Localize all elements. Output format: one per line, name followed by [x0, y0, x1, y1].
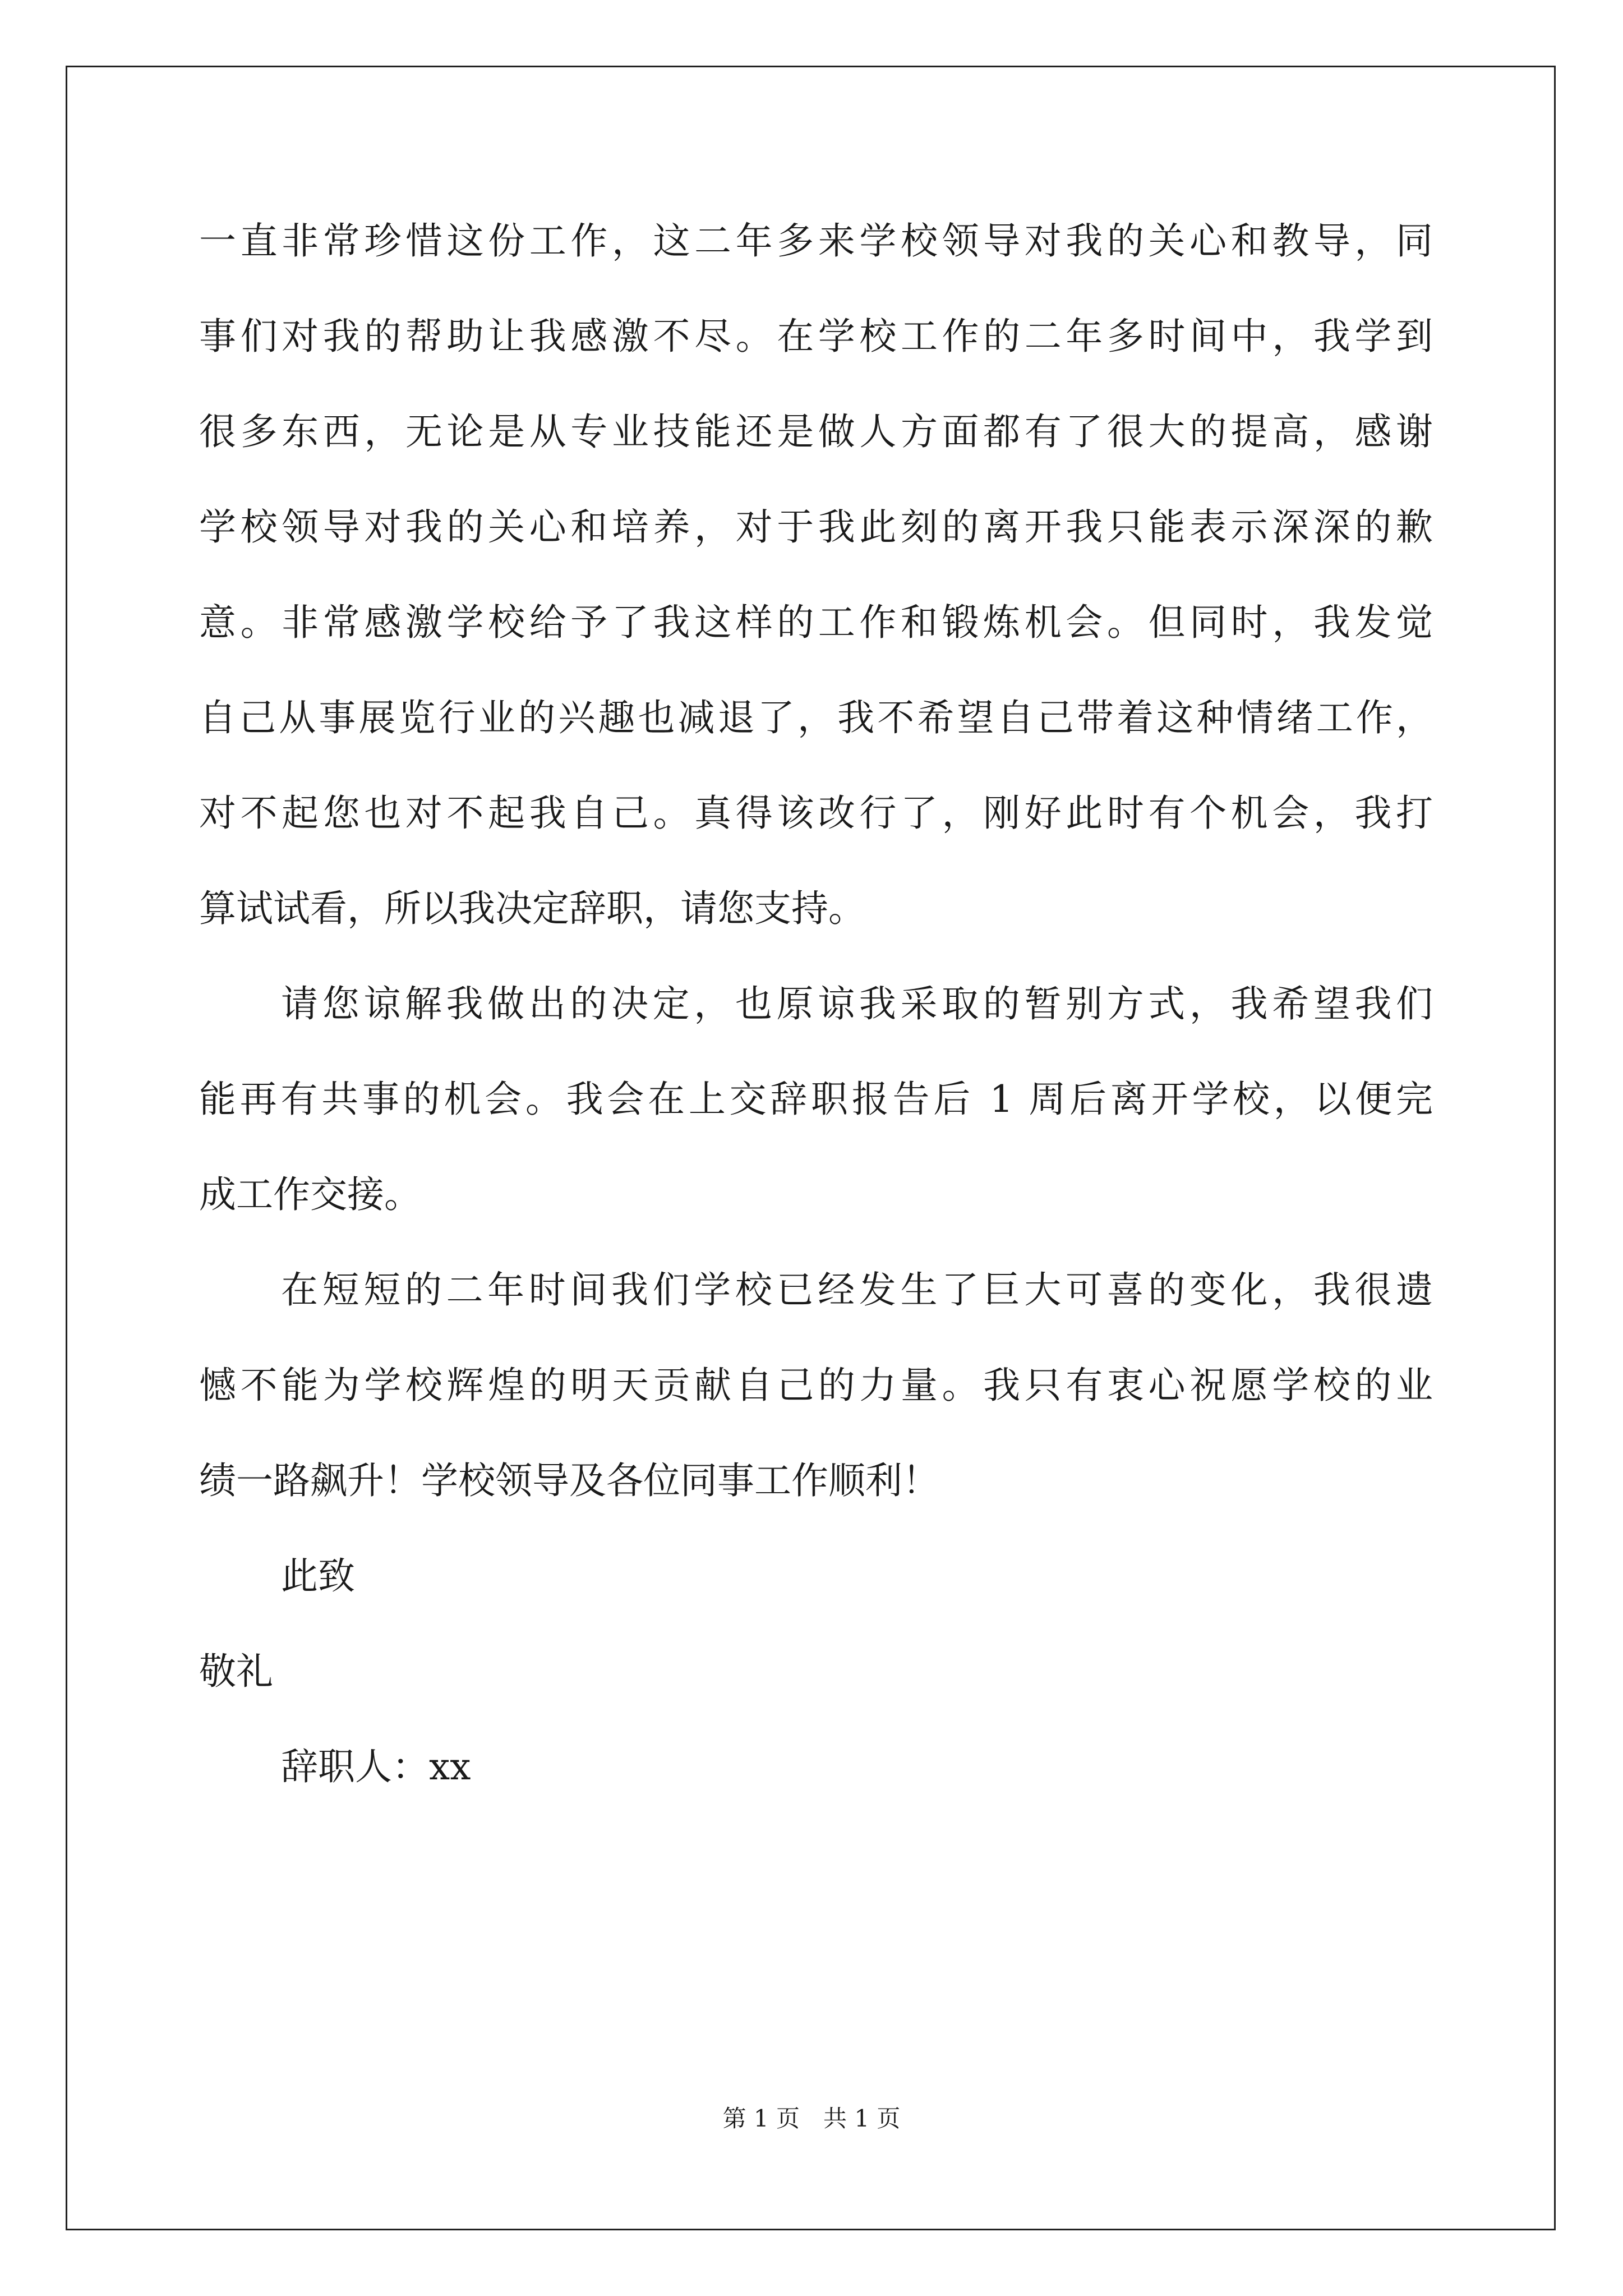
closing-text: 此致 — [281, 1554, 355, 1598]
body-line: 算试试看，所以我决定辞职，请您支持。 — [199, 887, 865, 930]
page-footer: 第 1 页 共 1 页 — [722, 2105, 901, 2132]
body-line: 请您谅解我做出的决定，也原谅我采取的暂别方式，我希望我们 — [281, 982, 1433, 1025]
body-line: 在短短的二年时间我们学校已经发生了巨大可喜的变化，我很遗 — [281, 1268, 1433, 1312]
salutation-text: 敬礼 — [199, 1650, 273, 1693]
body-line: 意。非常感激学校给予了我这样的工作和锻炼机会。但同时，我发觉 — [199, 601, 1433, 644]
body-line: 很多东西，无论是从专业技能还是做人方面都有了很大的提高，感谢 — [199, 410, 1433, 453]
body-line: 憾不能为学校辉煌的明天贡献自己的力量。我只有衷心祝愿学校的业 — [199, 1364, 1433, 1407]
document-body — [199, 220, 1433, 1841]
body-line: 对不起您也对不起我自己。真得该改行了，刚好此时有个机会，我打 — [199, 792, 1433, 835]
body-line: 事们对我的帮助让我感激不尽。在学校工作的二年多时间中，我学到 — [199, 315, 1433, 358]
body-line: 绩一路飙升！学校领导及各位同事工作顺利！ — [199, 1459, 939, 1502]
body-line: 学校领导对我的关心和培养，对于我此刻的离开我只能表示深深的歉 — [199, 505, 1433, 549]
body-line: 成工作交接。 — [199, 1173, 421, 1216]
body-line: 能再有共事的机会。我会在上交辞职报告后 1 周后离开学校，以便完 — [199, 1078, 1433, 1121]
body-line: 自己从事展览行业的兴趣也减退了，我不希望自己带着这种情绪工作， — [199, 696, 1433, 739]
body-line: 一直非常珍惜这份工作，这二年多来学校领导对我的关心和教导，同 — [199, 219, 1433, 263]
signature-text: 辞职人：xx — [281, 1745, 471, 1788]
